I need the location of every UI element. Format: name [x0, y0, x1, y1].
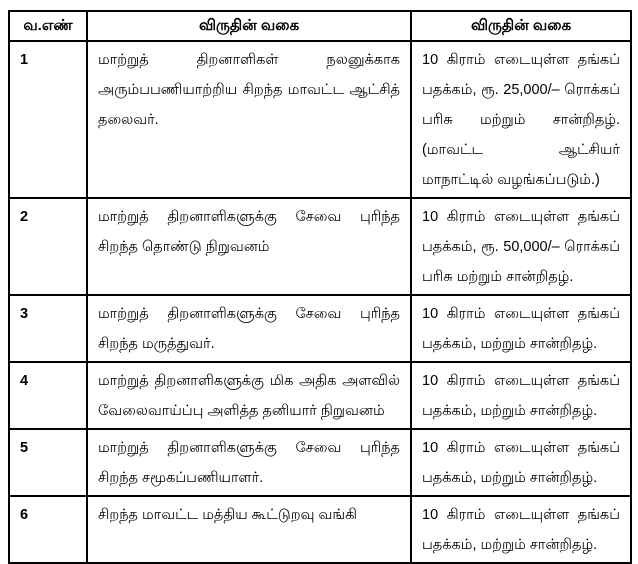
award-cell: மாற்றுத் திறனாளிகளுக்கு சேவை புரிந்த சிறந்த சமூகப்பணியாளர். — [87, 429, 411, 496]
award-cell: மாற்றுத் திறனாளிகளுக்கு மிக அதிக அளவில் வேலைவாய்ப்பு அளித்த தனியார் நிறுவனம் — [87, 362, 411, 429]
header-row — [9, 11, 631, 41]
award-cell: மாற்றுத் திறனாளிகள் நலனுக்காக அரும்பபணியாற்றிய சிறந்த மாவட்ட ஆட்சித் தலைவர். — [87, 41, 411, 198]
table-row — [9, 198, 631, 295]
table-row — [9, 295, 631, 362]
table-row — [9, 41, 631, 198]
table-row — [9, 496, 631, 563]
serial-cell: 3 — [9, 295, 87, 362]
header-prize-type: விருதின் வகை — [411, 11, 631, 41]
serial-cell: 1 — [9, 41, 87, 198]
awards-table — [8, 10, 632, 564]
header-award-type: விருதின் வகை — [87, 11, 411, 41]
table-row — [9, 429, 631, 496]
document-page — [0, 10, 638, 553]
serial-cell: 2 — [9, 198, 87, 295]
prize-cell: 10 கிராம் எடையுள்ள தங்கப் பதக்கம், மற்றும் சான்றிதழ். — [411, 362, 631, 429]
prize-cell: 10 கிராம் எடையுள்ள தங்கப் பதக்கம், மற்றும் சான்றிதழ். — [411, 496, 631, 563]
table-row — [9, 362, 631, 429]
header-serial-number: வ.எண் — [9, 11, 87, 41]
award-cell: சிறந்த மாவட்ட மத்திய கூட்டுறவு வங்கி — [87, 496, 411, 563]
prize-cell: 10 கிராம் எடையுள்ள தங்கப் பதக்கம், ரூ. 50,000/– ரொக்கப் பரிசு மற்றும் சான்றிதழ். — [411, 198, 631, 295]
serial-cell: 5 — [9, 429, 87, 496]
award-cell: மாற்றுத் திறனாளிகளுக்கு சேவை புரிந்த சிறந்த மருத்துவர். — [87, 295, 411, 362]
serial-cell: 6 — [9, 496, 87, 563]
prize-cell: 10 கிராம் எடையுள்ள தங்கப் பதக்கம், மற்றும் சான்றிதழ். — [411, 429, 631, 496]
award-cell: மாற்றுத் திறனாளிகளுக்கு சேவை புரிந்த சிறந்த தொண்டு நிறுவனம் — [87, 198, 411, 295]
prize-cell: 10 கிராம் எடையுள்ள தங்கப் பதக்கம், மற்றும் சான்றிதழ். — [411, 295, 631, 362]
prize-cell: 10 கிராம் எடையுள்ள தங்கப் பதக்கம், ரூ. 25,000/– ரொக்கப் பரிசு மற்றும் சான்றிதழ். (மாவட்ட ஆட்சியர் மாநாட்டில் வழங்கப்படும்.) — [411, 41, 631, 198]
serial-cell: 4 — [9, 362, 87, 429]
